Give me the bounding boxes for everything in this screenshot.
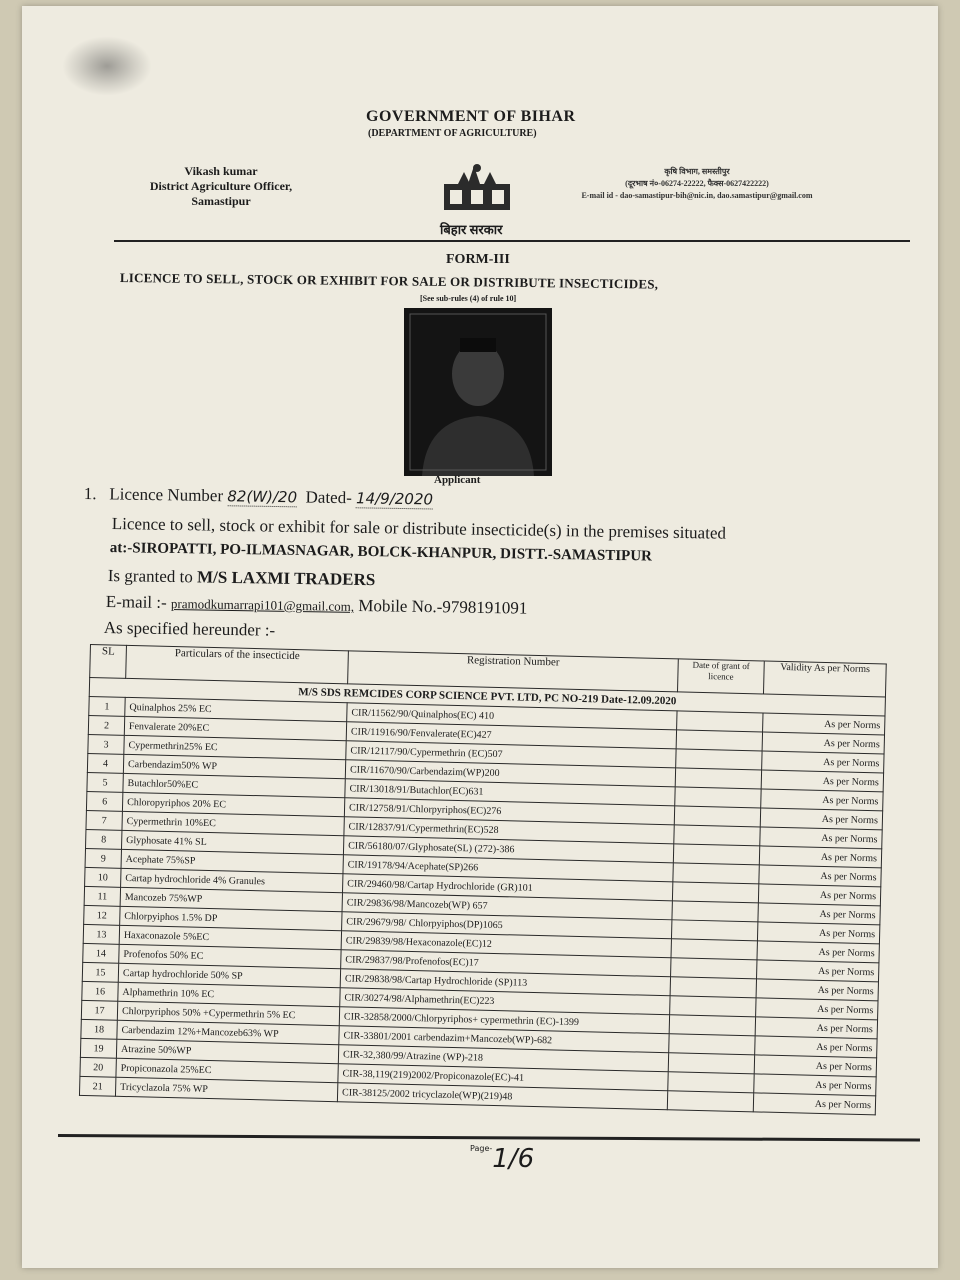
cell-sl: 8 bbox=[86, 829, 122, 849]
cell-product: Chlorpyiphos 1.5% DP bbox=[120, 906, 342, 930]
page-value: 1/6 bbox=[492, 1144, 535, 1174]
cell-registration: CIR-32,380/99/Atrazine (WP)-218 bbox=[338, 1045, 668, 1072]
cell-date bbox=[674, 825, 760, 846]
cell-product: Chloropyriphos 20% EC bbox=[122, 792, 344, 816]
bihar-emblem-icon bbox=[438, 162, 516, 212]
cell-product: Carbendazim50% WP bbox=[123, 754, 345, 778]
cell-date bbox=[675, 768, 761, 789]
cell-date bbox=[671, 920, 757, 941]
cell-product: Fenvalerate 20%EC bbox=[124, 716, 346, 740]
cell-date bbox=[677, 711, 763, 732]
cell-validity: As per Norms bbox=[756, 979, 878, 1001]
cell-validity: As per Norms bbox=[762, 751, 884, 773]
cell-product: Chlorpyriphos 50% +Cypermethrin 5% EC bbox=[117, 1001, 339, 1025]
cell-registration: CIR/12837/91/Cypermethrin(EC)528 bbox=[344, 817, 674, 844]
header-sl: SL bbox=[90, 645, 127, 679]
cell-validity: As per Norms bbox=[754, 1074, 876, 1096]
cell-sl: 2 bbox=[88, 715, 124, 735]
cell-registration: CIR/12758/91/Chlorpyriphos(EC)276 bbox=[344, 798, 674, 825]
cell-product: Quinalphos 25% EC bbox=[125, 697, 347, 721]
cell-date bbox=[670, 977, 756, 998]
cell-sl: 11 bbox=[84, 886, 120, 906]
cell-validity: As per Norms bbox=[760, 808, 882, 830]
cell-product: Cartap hydrochloride 50% SP bbox=[118, 963, 340, 987]
cell-registration: CIR-32858/2000/Chlorpyriphos+ cypermethrin (EC)-1399 bbox=[339, 1007, 669, 1034]
cell-validity: As per Norms bbox=[758, 903, 880, 925]
rule-reference: [See sub-rules (4) of rule 10] bbox=[420, 294, 517, 303]
cell-sl: 1 bbox=[89, 696, 125, 716]
department-subtitle: (DEPARTMENT OF AGRICULTURE) bbox=[368, 128, 537, 139]
cell-date bbox=[672, 901, 758, 922]
item-number: 1. bbox=[83, 484, 97, 504]
cell-registration: CIR/11562/90/Quinalphos(EC) 410 bbox=[347, 703, 677, 730]
cell-registration: CIR/11916/90/Fenvalerate(EC)427 bbox=[346, 722, 676, 749]
cell-date bbox=[668, 1053, 754, 1074]
ink-smudge bbox=[62, 36, 152, 96]
cell-product: Carbendazim 12%+Mancozeb63% WP bbox=[117, 1020, 339, 1044]
cell-product: Butachlor50%EC bbox=[123, 773, 345, 797]
photo-label: Applicant bbox=[434, 474, 481, 486]
cell-registration: CIR/30274/98/Alphamethrin(EC)223 bbox=[340, 988, 670, 1015]
cell-date bbox=[670, 996, 756, 1017]
officer-place: Samastipur bbox=[191, 194, 251, 208]
cell-validity: As per Norms bbox=[756, 998, 878, 1020]
licence-number-label: Licence Number bbox=[109, 484, 224, 506]
cell-registration: CIR/29460/98/Cartap Hydrochloride (GR)101 bbox=[342, 874, 672, 901]
cell-validity: As per Norms bbox=[761, 789, 883, 811]
cell-product: Atrazine 50%WP bbox=[116, 1039, 338, 1063]
cell-sl: 7 bbox=[86, 810, 122, 830]
office-contact-block bbox=[557, 166, 837, 202]
premises-line: Licence to sell, stock or exhibit for sale or distribute insecticide(s) in the premises situated bbox=[111, 514, 727, 543]
cell-registration: CIR/29836/98/Mancozeb(WP) 657 bbox=[342, 893, 672, 920]
hindi-caption: बिहार सरकार bbox=[440, 222, 503, 237]
cell-date bbox=[674, 806, 760, 827]
cell-validity: As per Norms bbox=[760, 827, 882, 849]
cell-product: Glyphosate 41% SL bbox=[121, 830, 343, 854]
cell-registration: CIR-33801/2001 carbendazim+Mancozeb(WP)-682 bbox=[339, 1026, 669, 1053]
cell-sl: 12 bbox=[84, 905, 120, 925]
cell-registration: CIR/29838/98/Cartap Hydrochloride (SP)113 bbox=[340, 969, 670, 996]
cell-date bbox=[676, 730, 762, 751]
footer-divider bbox=[58, 1134, 920, 1142]
cell-sl: 9 bbox=[85, 848, 121, 868]
licence-number-line bbox=[84, 484, 433, 509]
cell-product: Cartap hydrochloride 4% Granules bbox=[121, 868, 343, 892]
applicant-photo bbox=[404, 308, 552, 476]
cell-date bbox=[675, 787, 761, 808]
cell-validity: As per Norms bbox=[755, 1017, 877, 1039]
cell-date bbox=[668, 1072, 754, 1093]
cell-product: Propiconazola 25%EC bbox=[116, 1058, 338, 1082]
page-number bbox=[470, 1144, 534, 1174]
dated-value: 14/9/2020 bbox=[355, 489, 434, 509]
cell-validity: As per Norms bbox=[757, 922, 879, 944]
company-name: M/S SDS REMCIDES CORP SCIENCE PVT. LTD, PC NO-219 Date-12.09.2020 bbox=[89, 678, 885, 716]
cell-product: Profenofos 50% EC bbox=[119, 944, 341, 968]
cell-product: Cypermethrin 10%EC bbox=[122, 811, 344, 835]
cell-registration: CIR/19178/94/Acephate(SP)266 bbox=[343, 855, 673, 882]
form-number: FORM-III bbox=[446, 252, 510, 267]
cell-registration: CIR/13018/91/Butachlor(EC)631 bbox=[345, 779, 675, 806]
page-label: Page- bbox=[470, 1144, 493, 1153]
cell-registration: CIR/29837/98/Profenofos(EC)17 bbox=[341, 950, 671, 977]
cell-product: Cypermethrin25% EC bbox=[124, 735, 346, 759]
cell-sl: 20 bbox=[80, 1057, 116, 1077]
granted-label: Is granted to bbox=[107, 566, 193, 587]
cell-registration: CIR/29839/98/Hexaconazole(EC)12 bbox=[341, 931, 671, 958]
insecticide-table bbox=[79, 644, 886, 1115]
cell-product: Mancozeb 75%WP bbox=[120, 887, 342, 911]
cell-sl: 19 bbox=[80, 1038, 116, 1058]
cell-sl: 6 bbox=[86, 791, 122, 811]
cell-validity: As per Norms bbox=[761, 770, 883, 792]
cell-registration: CIR/12117/90/Cypermethrin (EC)507 bbox=[346, 741, 676, 768]
cell-validity: As per Norms bbox=[759, 846, 881, 868]
cell-date bbox=[671, 958, 757, 979]
cell-validity: As per Norms bbox=[755, 1036, 877, 1058]
officer-block bbox=[126, 164, 316, 209]
cell-date bbox=[672, 882, 758, 903]
cell-date bbox=[673, 863, 759, 884]
cell-date bbox=[676, 749, 762, 770]
document-page bbox=[22, 6, 938, 1268]
cell-registration: CIR-38125/2002 tricyclazole(WP)(219)48 bbox=[337, 1083, 667, 1110]
cell-validity: As per Norms bbox=[763, 713, 885, 735]
email-value: pramodkumarrapi101@gmail.com, bbox=[170, 596, 355, 614]
cell-sl: 10 bbox=[85, 867, 121, 887]
cell-validity: As per Norms bbox=[757, 941, 879, 963]
mobile-label: Mobile No.- bbox=[358, 595, 443, 617]
cell-product: Alphamethrin 10% EC bbox=[118, 982, 340, 1006]
cell-date bbox=[673, 844, 759, 865]
licence-number-value: 82(W)/20 bbox=[227, 487, 298, 507]
cell-date bbox=[669, 1034, 755, 1055]
cell-product: Tricyclazola 75% WP bbox=[115, 1077, 337, 1101]
cell-registration: CIR/11670/90/Carbendazim(WP)200 bbox=[345, 760, 675, 787]
cell-sl: 18 bbox=[81, 1019, 117, 1039]
mobile-value: 9798191091 bbox=[442, 597, 528, 618]
cell-validity: As per Norms bbox=[757, 960, 879, 982]
cell-product: Acephate 75%SP bbox=[121, 849, 343, 873]
email-label: E-mail :- bbox=[105, 592, 167, 612]
cell-sl: 5 bbox=[87, 772, 123, 792]
cell-sl: 17 bbox=[81, 1000, 117, 1020]
cell-sl: 13 bbox=[83, 924, 119, 944]
granted-to: M/S LAXMI TRADERS bbox=[196, 567, 376, 590]
office-line-3: E-mail id - dao-samastipur-bih@nic.in, dao.samastipur@gmail.com bbox=[581, 191, 813, 200]
cell-sl: 21 bbox=[79, 1076, 115, 1096]
hereunder-line: As specified hereunder :- bbox=[103, 618, 276, 640]
cell-validity: As per Norms bbox=[762, 732, 884, 754]
officer-name: Vikash kumar bbox=[184, 164, 258, 178]
granted-line bbox=[108, 566, 376, 590]
cell-sl: 14 bbox=[83, 943, 119, 963]
cell-date bbox=[667, 1091, 753, 1112]
cell-registration: CIR/56180/07/Glyphosate(SL) (272)-386 bbox=[343, 836, 673, 863]
address-line: at:-SIROPATTI, PO-ILMASNAGAR, BOLCK-KHANPUR, DISTT.-SAMASTIPUR bbox=[109, 540, 653, 565]
dated-label: Dated- bbox=[305, 487, 352, 508]
cell-date bbox=[669, 1015, 755, 1036]
contact-line bbox=[106, 592, 528, 619]
licence-title: LICENCE TO SELL, STOCK OR EXHIBIT FOR SALE OR DISTRIBUTE INSECTICIDES, bbox=[119, 270, 659, 292]
office-line-1: कृषि विभाग, समस्तीपुर bbox=[664, 167, 730, 176]
cell-date bbox=[671, 939, 757, 960]
cell-sl: 3 bbox=[88, 734, 124, 754]
header-date-of-grant: Date of grant of licence bbox=[678, 659, 765, 694]
cell-product: Haxaconazole 5%EC bbox=[119, 925, 341, 949]
cell-validity: As per Norms bbox=[759, 865, 881, 887]
header-divider bbox=[114, 240, 910, 242]
cell-sl: 15 bbox=[82, 962, 118, 982]
officer-title: District Agriculture Officer, bbox=[149, 179, 293, 193]
cell-sl: 4 bbox=[87, 753, 123, 773]
government-title: GOVERNMENT OF BIHAR bbox=[366, 108, 576, 125]
office-line-2: (दूरभाष नं०-06274-22222, फैक्स-0627422222) bbox=[625, 179, 769, 188]
cell-validity: As per Norms bbox=[758, 884, 880, 906]
header-validity: Validity As per Norms bbox=[763, 661, 886, 697]
cell-validity: As per Norms bbox=[754, 1055, 876, 1077]
cell-registration: CIR/29679/98/ Chlorpyiphos(DP)1065 bbox=[342, 912, 672, 939]
cell-validity: As per Norms bbox=[753, 1093, 875, 1115]
cell-sl: 16 bbox=[82, 981, 118, 1001]
cell-registration: CIR-38,119(219)2002/Propiconazole(EC)-41 bbox=[338, 1064, 668, 1091]
header-registration: Registration Number bbox=[348, 651, 679, 692]
header-particulars: Particulars of the insecticide bbox=[126, 645, 349, 683]
